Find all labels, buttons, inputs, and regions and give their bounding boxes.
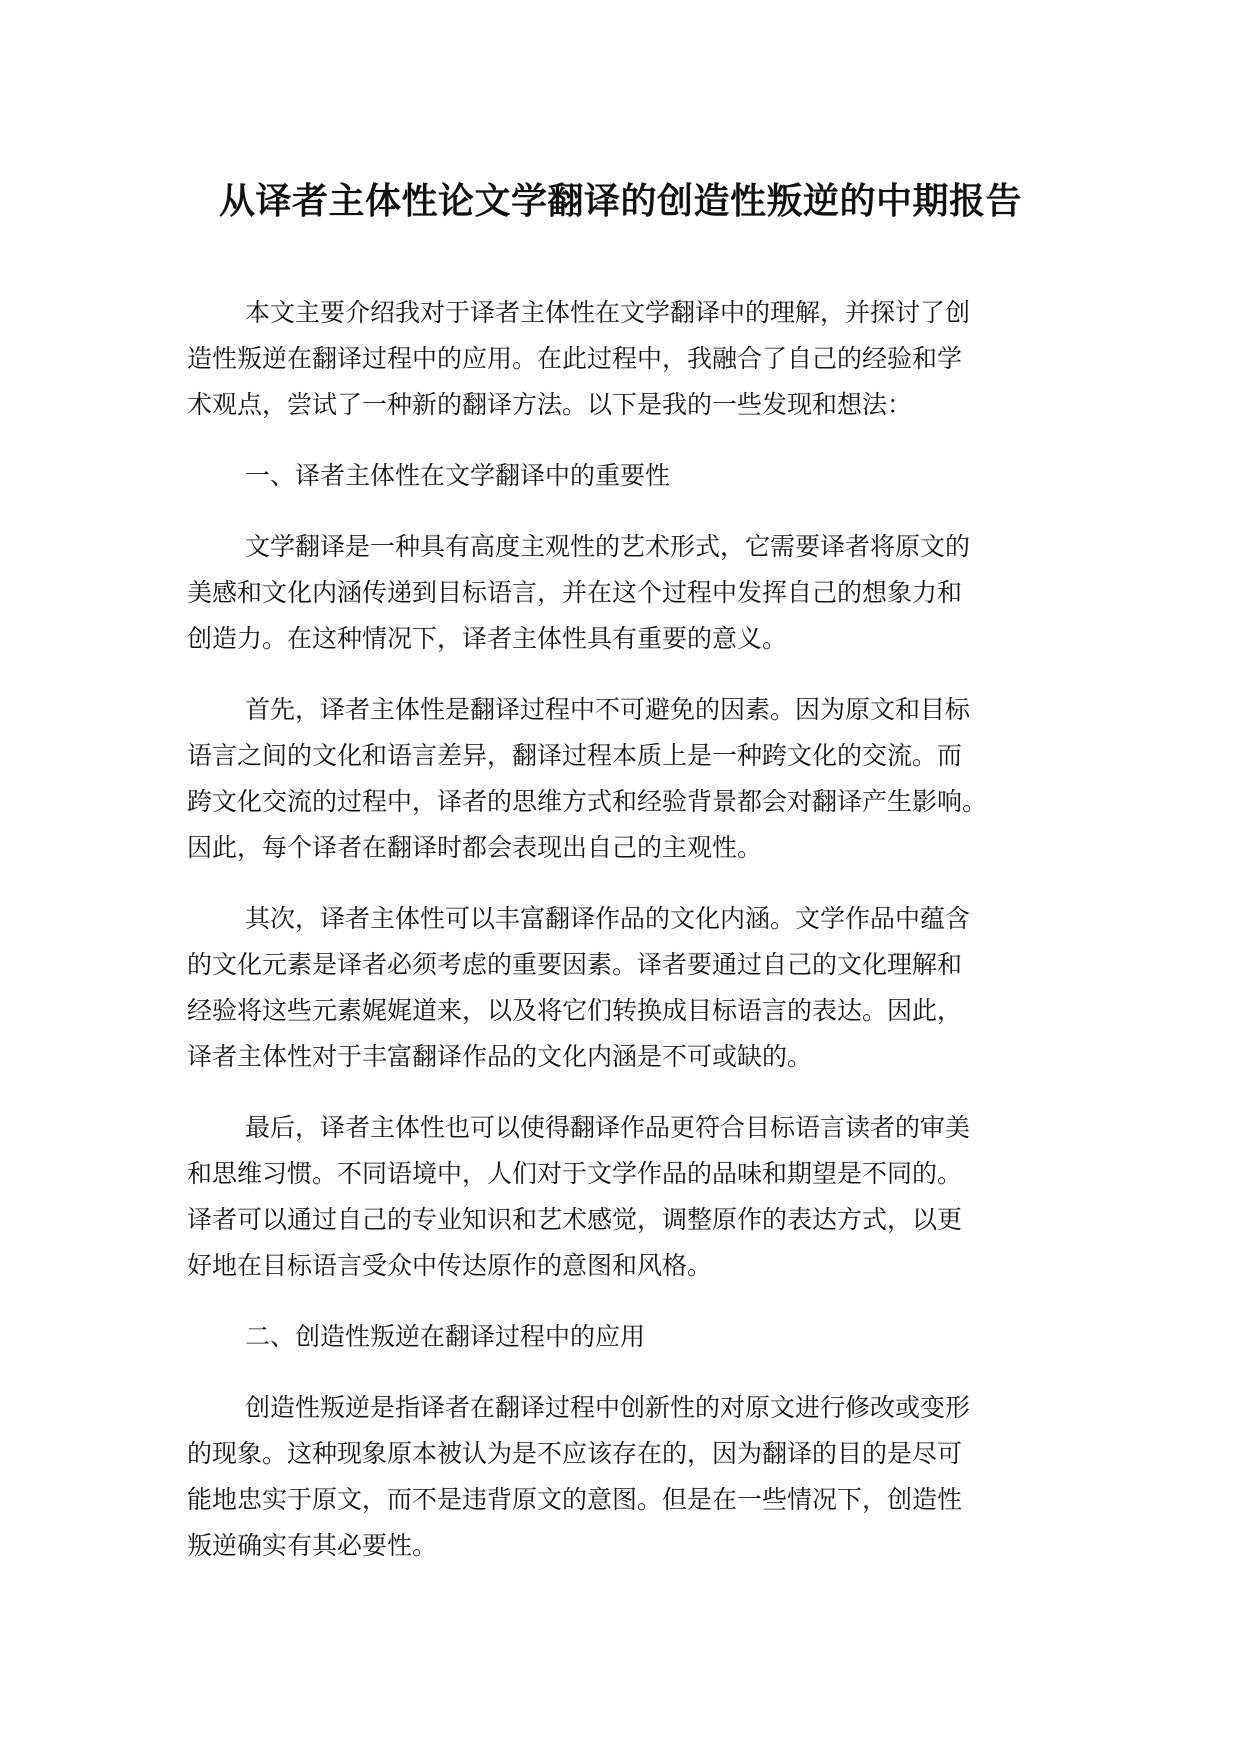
text-line: 译者可以通过自己的专业知识和艺术感觉，调整原作的表达方式，以更 — [187, 1205, 963, 1234]
text-line: 能地忠实于原文，而不是违背原文的意图。但是在一些情况下，创造性 — [187, 1485, 963, 1514]
paragraph-finally — [187, 1105, 1055, 1289]
text-line: 的现象。这种现象原本被认为是不应该存在的，因为翻译的目的是尽可 — [187, 1439, 963, 1468]
text-line: 术观点，尝试了一种新的翻译方法。以下是我的一些发现和想法： — [187, 390, 913, 419]
paragraph-intro — [187, 290, 1055, 428]
document-body — [187, 290, 1055, 1594]
text-line: 叛逆确实有其必要性。 — [187, 1531, 438, 1560]
text-line: 本文主要介绍我对于译者主体性在文学翻译中的理解，并探讨了创 — [245, 298, 971, 327]
text-line: 和思维习惯。不同语境中，人们对于文学作品的品味和期望是不同的。 — [187, 1159, 963, 1188]
paragraph-creative-treason — [187, 1385, 1055, 1569]
text-line: 首先，译者主体性是翻译过程中不可避免的因素。因为原文和目标 — [245, 695, 971, 724]
heading-text: 二、创造性叛逆在翻译过程中的应用 — [245, 1322, 646, 1351]
text-line: 其次，译者主体性可以丰富翻译作品的文化内涵。文学作品中蕴含 — [245, 904, 971, 933]
document-title: 从译者主体性论文学翻译的创造性叛逆的中期报告 — [218, 181, 1022, 222]
text-line: 译者主体性对于丰富翻译作品的文化内涵是不可或缺的。 — [187, 1042, 813, 1071]
text-line: 的文化元素是译者必须考虑的重要因素。译者要通过自己的文化理解和 — [187, 950, 963, 979]
text-line: 造性叛逆在翻译过程中的应用。在此过程中，我融合了自己的经验和学 — [187, 344, 963, 373]
text-line: 美感和文化内涵传递到目标语言，并在这个过程中发挥自己的想象力和 — [187, 578, 963, 607]
paragraph-first — [187, 687, 1055, 871]
paragraph-literary-translation — [187, 524, 1055, 662]
paragraph-second — [187, 896, 1055, 1080]
text-line: 因此，每个译者在翻译时都会表现出自己的主观性。 — [187, 833, 763, 862]
text-line: 经验将这些元素娓娓道来，以及将它们转换成目标语言的表达。因此， — [187, 996, 963, 1025]
text-line: 语言之间的文化和语言差异，翻译过程本质上是一种跨文化的交流。而 — [187, 741, 963, 770]
text-line: 最后，译者主体性也可以使得翻译作品更符合目标语言读者的审美 — [245, 1113, 971, 1142]
text-line: 跨文化交流的过程中，译者的思维方式和经验背景都会对翻译产生影响。 — [187, 787, 988, 816]
text-line: 创造性叛逆是指译者在翻译过程中创新性的对原文进行修改或变形 — [245, 1393, 971, 1422]
section-heading-1 — [187, 453, 1055, 499]
section-heading-2 — [187, 1314, 1055, 1360]
text-line: 创造力。在这种情况下，译者主体性具有重要的意义。 — [187, 624, 788, 653]
heading-text: 一、译者主体性在文学翻译中的重要性 — [245, 461, 671, 490]
text-line: 文学翻译是一种具有高度主观性的艺术形式，它需要译者将原文的 — [245, 532, 971, 561]
text-line: 好地在目标语言受众中传达原作的意图和风格。 — [187, 1251, 713, 1280]
